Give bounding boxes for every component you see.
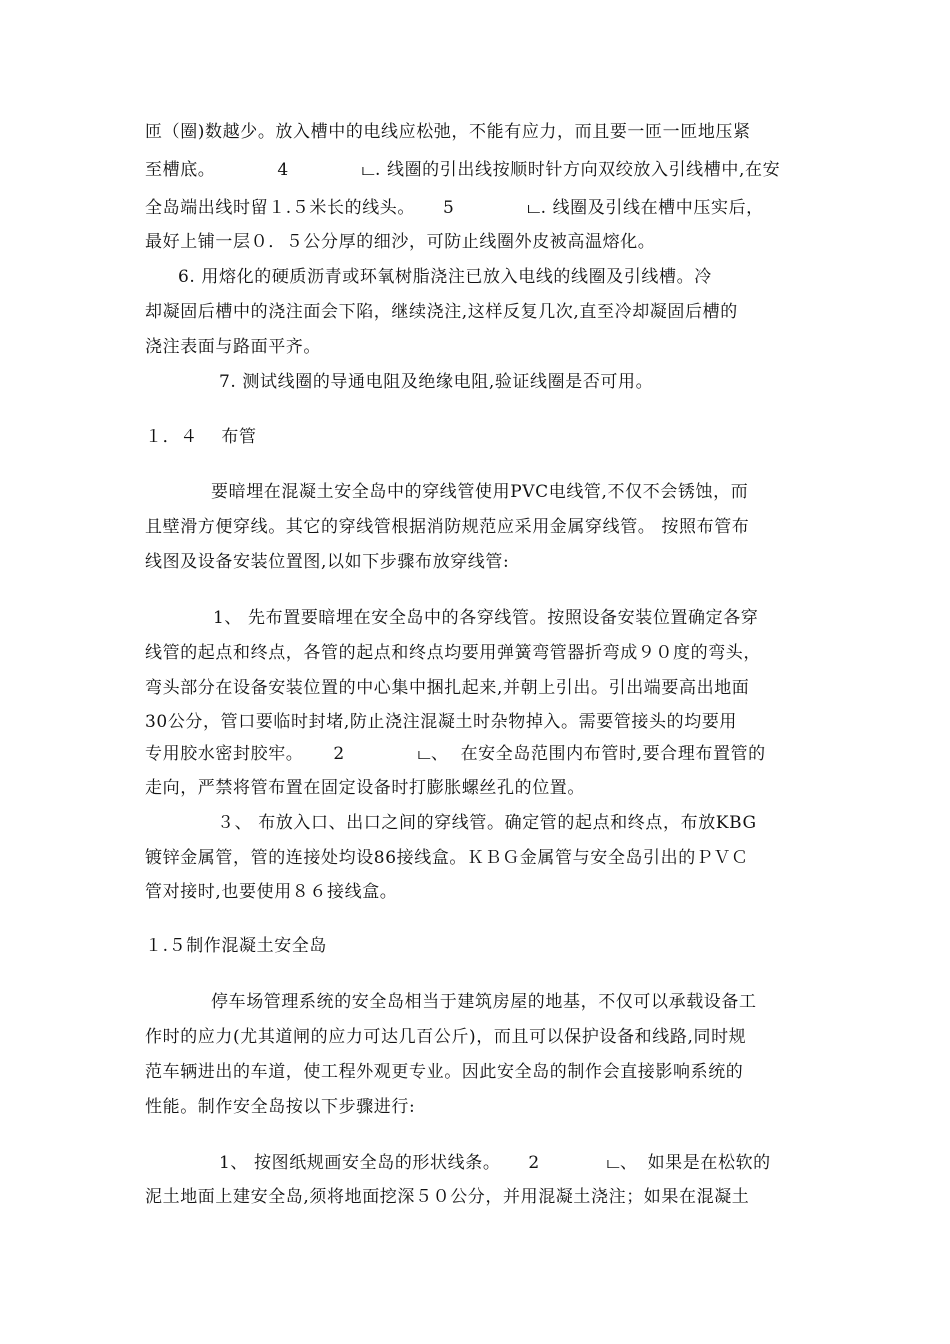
- text-line: 性能。制作安全岛按以下步骤进行:: [145, 1097, 416, 1117]
- text-line: 匝（圈)数越少。放入槽中的电线应松弛，不能有应力，而且要一匝一匝地压紧: [145, 122, 751, 142]
- text-segment: 线圈的引出线按顺时针方向双绞放入引线槽中,在安: [386, 160, 781, 180]
- list-number: 4: [277, 160, 289, 180]
- text-line: 浇注表面与路面平齐。: [145, 337, 321, 357]
- text-segment: 线圈及引线在槽中压实后，: [552, 198, 764, 218]
- list-number: 5: [443, 198, 455, 218]
- text-line: 范车辆进出的车道，使工程外观更专业。因此安全岛的制作会直接影响系统的: [145, 1062, 744, 1082]
- text-line: 且壁滑方便穿线。其它的穿线管根据消防规范应采用金属穿线管。 按照布管布: [145, 517, 750, 537]
- text-line: 要暗埋在混凝土安全岛中的穿线管使用PVC电线管,不仅不会锈蚀，而: [211, 482, 749, 502]
- text-segment: 在安全岛范围内布管时,要合理布置管的: [460, 744, 766, 764]
- text-line: 管对接时,也要使用８６接线盒。: [145, 882, 398, 902]
- text-line: 泥土地面上建安全岛,须将地面挖深５０公分，并用混凝土浇注；如果在混凝土: [145, 1187, 750, 1207]
- text-line: 镀锌金属管，管的连接处均设86接线盒。ＫＢＧ金属管与安全岛引出的ＰＶＣ: [145, 848, 749, 868]
- text-segment: 1、 按图纸规画安全岛的形状线条。: [219, 1153, 501, 1173]
- text-line: [145, 159, 780, 181]
- text-line: 却凝固后槽中的浇注面会下陷，继续浇注,这样反复几次,直至冷却凝固后槽的: [145, 302, 738, 322]
- text-line: 7. 测试线圈的导通电阻及绝缘电阻,验证线圈是否可用。: [219, 372, 654, 392]
- list-marker: ட.: [360, 160, 381, 180]
- text-segment: 如果是在松软的: [647, 1153, 771, 1173]
- list-number: 2: [528, 1153, 540, 1173]
- list-marker: ட.: [526, 198, 547, 218]
- text-segment: 至槽底。: [145, 160, 216, 180]
- text-line: 线管的起点和终点，各管的起点和终点均要用弹簧弯管器折弯成９０度的弯头，: [145, 643, 761, 663]
- text-line: 6. 用熔化的硬质沥青或环氧树脂浇注已放入电线的线圈及引线槽。冷: [178, 267, 712, 287]
- text-line: 最好上铺一层０．５公分厚的细沙，可防止线圈外皮被高温熔化。: [145, 232, 656, 252]
- list-marker: ட、: [605, 1153, 638, 1173]
- text-segment: 专用胶水密封胶牢。: [145, 744, 304, 764]
- section-heading: １．４ 布管: [145, 427, 257, 447]
- section-heading: １.５制作混凝土安全岛: [145, 936, 328, 956]
- text-line: 线图及设备安装位置图,以如下步骤布放穿线管:: [145, 552, 510, 572]
- text-line: [145, 743, 766, 765]
- text-line: 1、 先布置要暗埋在安全岛中的各穿线管。按照设备安装位置确定各穿: [213, 608, 759, 628]
- text-line: ３、 布放入口、出口之间的穿线管。确定管的起点和终点，布放KBG: [217, 813, 757, 833]
- text-line: 停车场管理系统的安全岛相当于建筑房屋的地基，不仅可以承载设备工: [211, 992, 757, 1012]
- list-number: 2: [333, 744, 345, 764]
- text-segment: 全岛端出线时留１.５米长的线头。: [145, 198, 416, 218]
- text-line: 作时的应力(尤其道闸的应力可达几百公斤)，而且可以保护设备和线路,同时规: [145, 1027, 747, 1047]
- text-line: 走向，严禁将管布置在固定设备时打膨胀螺丝孔的位置。: [145, 778, 585, 798]
- text-line: [219, 1152, 771, 1174]
- text-line: 30公分，管口要临时封堵,防止浇注混凝土时杂物掉入。需要管接头的均要用: [145, 712, 738, 732]
- text-line: [145, 197, 764, 219]
- list-marker: ட、: [416, 744, 449, 764]
- text-line: 弯头部分在设备安装位置的中心集中捆扎起来,并朝上引出。引出端要高出地面: [145, 678, 750, 698]
